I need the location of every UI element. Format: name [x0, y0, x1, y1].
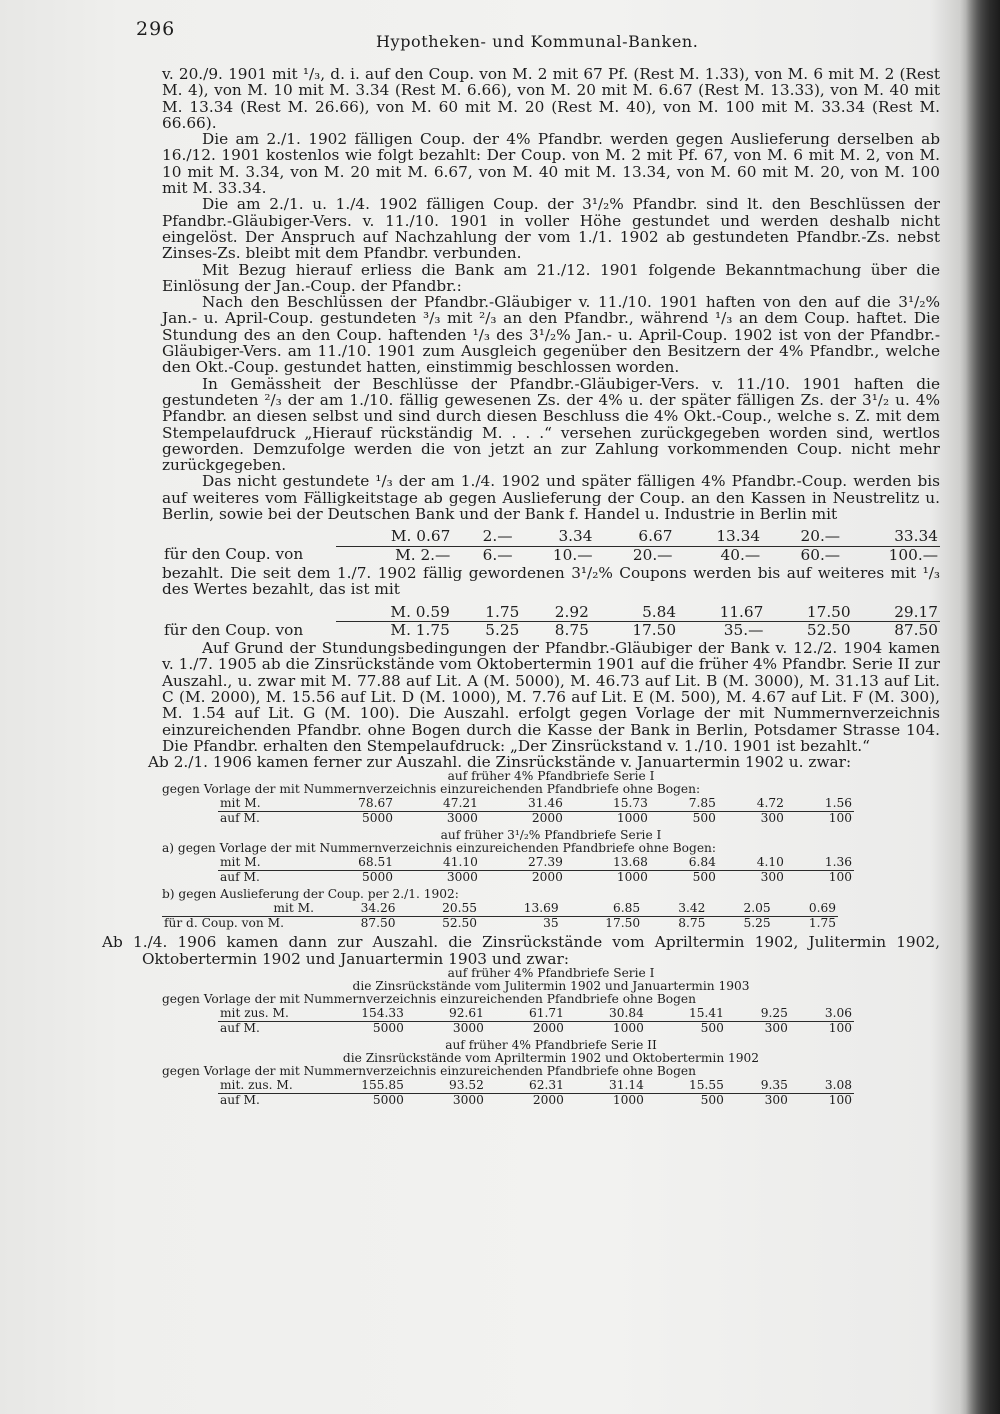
- table-row: [218, 1022, 854, 1036]
- coupon-table-4pct: [162, 528, 940, 563]
- table-cell: 15.41: [646, 1007, 726, 1022]
- table-cell: 1.75: [452, 604, 522, 622]
- table-cell: 300: [760, 811, 784, 826]
- table-label: mit M.: [218, 797, 310, 812]
- table-cell: 1.75: [808, 916, 836, 931]
- table-cell: 13.34: [674, 528, 762, 546]
- table-cell: 1000: [612, 1093, 644, 1108]
- table-cell: 11.67: [678, 604, 765, 622]
- table-row: [162, 604, 940, 622]
- table-cell: 2000: [532, 1021, 564, 1036]
- paragraph: Mit Bezug hierauf erliess die Bank am 21./12. 1901 folgende Bekanntmachung über die Einlösung der Jan.-Coup. der Pfandbr.:: [162, 260, 940, 295]
- table-cell: 8.75: [554, 620, 589, 639]
- table-cell: M. 1.75: [390, 620, 450, 639]
- table-cell: 40.—: [720, 545, 761, 564]
- block-caption: a) gegen Vorlage der mit Nummernverzeichnis einzureichenden Pfandbriefe ohne Bogen:: [162, 841, 716, 856]
- table-cell: 300: [764, 1021, 788, 1036]
- block-caption: auf früher 4% Pfandbriefe Serie II: [445, 1038, 657, 1053]
- payout-block-serie-i-4pct-1906: [162, 967, 940, 1035]
- table-row: [218, 1079, 854, 1094]
- table-cell: 300: [764, 1093, 788, 1108]
- table-cell: 5000: [372, 1021, 404, 1036]
- block-caption: die Zinsrückstände vom Apriltermin 1902 und Oktobertermin 1902: [342, 1051, 760, 1066]
- table-cell: 155.85: [310, 1079, 406, 1094]
- table-cell: 100: [828, 1093, 852, 1108]
- table-cell: 87.50: [360, 916, 396, 931]
- table-label: für den Coup. von: [164, 545, 304, 564]
- table-cell: 87.50: [894, 620, 938, 639]
- table-cell: 7.85: [650, 797, 718, 812]
- table-label: mit M.: [218, 856, 310, 871]
- running-title: Hypotheken- und Kommunal-Banken.: [376, 32, 699, 51]
- table-cell: 1000: [612, 1021, 644, 1036]
- table-cell: 17.50: [765, 604, 852, 622]
- table-label: auf M.: [220, 870, 260, 885]
- table-cell: 41.10: [395, 856, 480, 871]
- payout-block-serie-i-3half-pct: [162, 829, 940, 930]
- table-cell: 1.36: [786, 856, 854, 871]
- table-cell: 100: [828, 811, 852, 826]
- table-cell: 29.17: [853, 604, 940, 622]
- table-cell: 20.—: [762, 528, 842, 546]
- payout-table: [218, 1079, 854, 1107]
- table-cell: 6.84: [650, 856, 718, 871]
- table-cell: 9.35: [726, 1079, 790, 1094]
- table-label: auf M.: [220, 811, 260, 826]
- table-cell: 3000: [446, 870, 478, 885]
- table-row: [218, 1007, 854, 1022]
- block-caption: auf früher 3¹/₂% Pfandbriefe Serie I: [440, 828, 662, 843]
- paragraph: Ab 2./1. 1906 kamen ferner zur Auszahl. die Zinsrückstände v. Januartermin 1902 u. zwar:: [148, 753, 852, 772]
- paragraph: Die am 2./1. 1902 fälligen Coup. der 4% Pfandbr. werden gegen Auslieferung derselben ab 16./12. 1901 kostenlos wie folgt bezahlt: Der Coup. von M. 2 mit Pf. 67, von M. 6 mit M. 2, von M. 10 mit M. 3.34, von M. 20 mit M. 6.67, von M. 40 mit M. 13.34, von M. 60 mit M. 20, von M. 100 mit M. 33.34.: [162, 130, 940, 198]
- table-row: [162, 546, 940, 563]
- table-cell: 3000: [446, 811, 478, 826]
- payout-table: [218, 1007, 854, 1035]
- table-cell: 34.26: [316, 902, 398, 917]
- table-label: mit. zus. M.: [218, 1079, 310, 1094]
- table-row: [162, 902, 838, 917]
- table-cell: 100: [828, 870, 852, 885]
- table-label: mit M.: [162, 902, 316, 917]
- table-cell: 15.73: [565, 797, 650, 812]
- table-cell: 500: [700, 1093, 724, 1108]
- paragraph: Auf Grund der Stundungsbedingungen der Pfandbr.-Gläubiger der Bank v. 12./2. 1904 kamen v. 1./7. 1905 ab die Zinsrückstände vom Oktobertermin 1901 auf die früher 4% Pfandbr. Serie II zur Auszahl., u. zwar mit M. 77.88 auf Lit. A (M. 5000), M. 46.73 auf Lit. B (M. 3000), M. 31.13 auf Lit. C (M. 2000), M. 15.56 auf Lit. D (M. 1000), M. 7.76 auf Lit. E (M. 500), M. 4.67 auf Lit. F (M. 300), M. 1.54 auf Lit. G (M. 100). Die Auszahl. erfolgt gegen Vorlage der mit Nummernverzeichnis einzureichenden Pfandbr. ohne Bogen durch die Kasse der Bank in Berlin, Potsdamer Strasse 104. Die Pfandbr. erhalten den Stempelaufdruck: „Der Zinsrückstand v. 1./10. 1901 ist bezahlt.“: [162, 639, 940, 755]
- table-cell: 5.84: [591, 604, 678, 622]
- table-cell: 5000: [361, 870, 393, 885]
- paragraph: Die am 2./1. u. 1./4. 1902 fälligen Coup. der 3¹/₂% Pfandbr. sind lt. den Beschlüssen der Pfandbr.-Gläubiger-Vers. v. 11./10. 1901 in voller Höhe gestundet und werden deshalb nicht eingelöst. Der Anspruch auf Nachzahlung der vom 1./1. 1902 ab gestundeten Pfandbr.-Zs. nebst Zinses-Zs. bleibt mit dem Pfandbr. verbunden.: [162, 195, 940, 263]
- block-caption: auf früher 4% Pfandbriefe Serie I: [447, 966, 655, 981]
- table-cell: 33.34: [842, 528, 940, 546]
- table-cell: 35.—: [723, 620, 764, 639]
- paragraph: In Gemässheit der Beschlüsse der Pfandbr.-Gläubiger-Vers. v. 11./10. 1901 haften die gestundeten ²/₃ der am 1./10. fällig gewesenen Zs. der 4% u. der später fälligen Zs. der 3¹/₂ u. 4% Pfandbr. an diesen selbst und sind durch diesen Beschluss die 4% Okt.-Coup., welche s. Z. mit dem Stempelaufdruck „Hierauf rückständig M. . . .“ versehen zurückgegeben worden sind, wertlos geworden. Demzufolge werden die von jetzt an zur Zahlung vorkommenden Coup. nicht mehr zurückgegeben.: [162, 374, 940, 475]
- table-row: [162, 621, 940, 638]
- payout-table: [218, 856, 854, 884]
- table-cell: 500: [700, 1021, 724, 1036]
- block-caption: die Zinsrückstände vom Julitermin 1902 und Januartermin 1903: [352, 979, 750, 994]
- payout-table: [162, 902, 838, 930]
- table-label: auf M.: [220, 1093, 260, 1108]
- table-cell: 31.46: [480, 797, 565, 812]
- table-cell: 3000: [452, 1093, 484, 1108]
- block-caption: gegen Vorlage der mit Nummernverzeichnis einzureichenden Pfandbriefe ohne Bogen: [162, 1064, 696, 1079]
- table-row: [218, 797, 854, 812]
- table-cell: 17.50: [605, 916, 641, 931]
- table-cell: 13.68: [565, 856, 650, 871]
- table-cell: 8.75: [678, 916, 706, 931]
- table-row: [162, 917, 838, 931]
- coupon-table-3half-pct: [162, 604, 940, 639]
- block-caption: auf früher 4% Pfandbriefe Serie I: [447, 769, 655, 784]
- table-row: [218, 871, 854, 885]
- table-cell: 35: [543, 916, 559, 931]
- table-cell: 1.56: [786, 797, 854, 812]
- table-cell: 2000: [531, 811, 563, 826]
- table-cell: 1000: [616, 870, 648, 885]
- table-cell: M. 0.67: [336, 528, 452, 546]
- table-cell: 5000: [372, 1093, 404, 1108]
- table-cell: 31.14: [566, 1079, 646, 1094]
- table-cell: 47.21: [395, 797, 480, 812]
- block-caption: gegen Vorlage der mit Nummernverzeichnis einzureichenden Pfandbriefe ohne Bogen:: [162, 782, 701, 797]
- block-caption: b) gegen Auslieferung der Coup. per 2./1. 1902:: [162, 887, 459, 902]
- table-cell: 3000: [452, 1021, 484, 1036]
- table-cell: 92.61: [406, 1007, 486, 1022]
- table-cell: 17.50: [632, 620, 677, 639]
- table-cell: 13.69: [479, 902, 561, 917]
- table-cell: 52.50: [806, 620, 851, 639]
- table-cell: 5.25: [485, 620, 520, 639]
- table-cell: 100: [828, 1021, 852, 1036]
- table-cell: 9.25: [726, 1007, 790, 1022]
- block-caption: gegen Vorlage der mit Nummernverzeichnis einzureichenden Pfandbriefe ohne Bogen: [162, 992, 696, 1007]
- page-number: 296: [136, 18, 176, 40]
- table-cell: 2.92: [521, 604, 591, 622]
- paragraph: Ab 1./4. 1906 kamen dann zur Auszahl. die Zinsrückstände vom Apriltermin 1902, Julitermin 1902, Oktobertermin 1902 und Januartermin 1903 und zwar:: [102, 933, 940, 968]
- table-cell: 3.06: [790, 1007, 854, 1022]
- table-cell: M. 0.59: [336, 604, 452, 622]
- table-cell: 68.51: [310, 856, 395, 871]
- paragraph: Nach den Beschlüssen der Pfandbr.-Gläubiger v. 11./10. 1901 haften von den auf die 3¹/₂% Jan.- u. April-Coup. gestundeten ³/₃ mit ²/₃ an den Pfandbr., während ¹/₃ an dem Coup. haftet. Die Stundung des an den Coup. haftenden ¹/₃ des 3¹/₂% Jan.- u. April-Coup. 1902 ist von der Pfandbr.-Gläubiger-Vers. am 11./10. 1901 zum Ausgleich gegenüber den Besitzern der 4% Pfandbr., welche den Okt.-Coup. gestundet hatten, einstimmig beschlossen worden.: [162, 293, 940, 377]
- payout-block-serie-ii-4pct-1906: [162, 1039, 940, 1107]
- body-text: [102, 65, 940, 1111]
- table-cell: 5.25: [743, 916, 771, 931]
- table-cell: 4.72: [718, 797, 786, 812]
- table-cell: 20.—: [632, 545, 673, 564]
- table-cell: 30.84: [566, 1007, 646, 1022]
- table-cell: 20.55: [398, 902, 480, 917]
- table-cell: 1000: [616, 811, 648, 826]
- table-label: [162, 604, 336, 622]
- payout-table: [218, 797, 854, 825]
- table-row: [162, 528, 940, 546]
- table-cell: 154.33: [310, 1007, 406, 1022]
- table-cell: 62.31: [486, 1079, 566, 1094]
- table-cell: 10.—: [552, 545, 593, 564]
- table-cell: 52.50: [442, 916, 478, 931]
- table-cell: 3.34: [515, 528, 595, 546]
- table-cell: M. 2.—: [395, 545, 451, 564]
- table-cell: 5000: [361, 811, 393, 826]
- table-cell: 78.67: [310, 797, 395, 812]
- table-cell: 15.55: [646, 1079, 726, 1094]
- table-cell: 500: [692, 811, 716, 826]
- table-cell: 300: [760, 870, 784, 885]
- table-label: für den Coup. von: [164, 620, 304, 639]
- table-cell: 100.—: [888, 545, 938, 564]
- table-label: auf M.: [220, 1021, 260, 1036]
- paragraph: bezahlt. Die seit dem 1./7. 1902 fällig gewordenen 3¹/₂% Coupons werden bis auf weiteres mit ¹/₃ des Wertes bezahlt, das ist mit: [162, 563, 940, 599]
- table-cell: 93.52: [406, 1079, 486, 1094]
- table-cell: 0.69: [773, 902, 838, 917]
- table-cell: 3.08: [790, 1079, 854, 1094]
- payout-block-serie-i-4pct: [162, 770, 940, 825]
- table-cell: 27.39: [480, 856, 565, 871]
- table-cell: 6.—: [482, 545, 513, 564]
- table-row: [218, 856, 854, 871]
- table-cell: 61.71: [486, 1007, 566, 1022]
- paragraph: Das nicht gestundete ¹/₃ der am 1./4. 1902 und später fälligen 4% Pfandbr.-Coup. werden bis auf weiteres vom Fälligkeitstage ab gegen Auslieferung der Coup. an den Kassen in Neustrelitz u. Berlin, sowie bei der Deutschen Bank und der Bank f. Handel u. Industrie in Berlin mit: [162, 472, 940, 524]
- table-cell: 6.67: [595, 528, 675, 546]
- table-cell: 4.10: [718, 856, 786, 871]
- table-cell: 6.85: [561, 902, 643, 917]
- table-cell: 500: [692, 870, 716, 885]
- table-row: [218, 812, 854, 826]
- binding-shadow: [966, 0, 1000, 1414]
- table-cell: 2000: [532, 1093, 564, 1108]
- table-cell: 2000: [531, 870, 563, 885]
- table-row: [218, 1094, 854, 1108]
- paragraph: v. 20./9. 1901 mit ¹/₃, d. i. auf den Coup. von M. 2 mit 67 Pf. (Rest M. 1.33), von M. 6 mit M. 2 (Rest M. 4), von M. 10 mit M. 3.34 (Rest M. 6.66), von M. 20 mit M. 6.67 (Rest M. 13.33), von M. 40 mit M. 13.34 (Rest M. 26.66), von M. 60 mit M. 20 (Rest M. 40), von M. 100 mit M. 33.34 (Rest M. 66.66).: [162, 65, 940, 132]
- table-cell: 3.42: [642, 902, 707, 917]
- table-label: mit zus. M.: [218, 1007, 310, 1022]
- table-label: [162, 528, 336, 546]
- table-cell: 2.—: [452, 528, 514, 546]
- table-cell: 60.—: [800, 545, 841, 564]
- table-cell: 2.05: [707, 902, 772, 917]
- table-label: für d. Coup. von M.: [164, 916, 284, 931]
